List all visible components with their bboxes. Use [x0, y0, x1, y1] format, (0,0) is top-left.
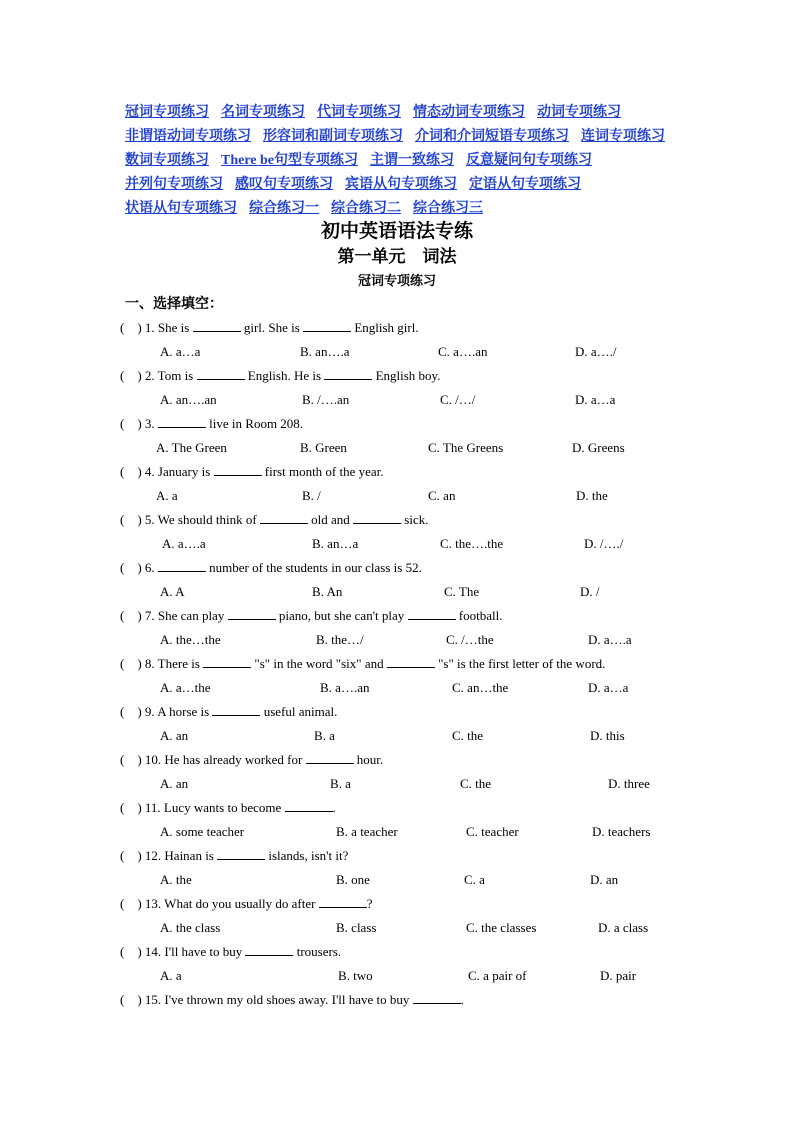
question-stem — [120, 892, 720, 916]
question-text: ( ) 10. He has already worked for — [120, 752, 306, 767]
question-stem — [120, 316, 720, 340]
answer-option: C. The Greens — [428, 440, 504, 455]
question-stem — [120, 796, 720, 820]
answer-option: D. three — [608, 776, 650, 791]
answer-option: D. teachers — [592, 824, 651, 839]
answer-option: D. a class — [598, 920, 649, 935]
question-stem — [120, 700, 720, 724]
answer-option: D. pair — [600, 968, 637, 983]
question-stem — [120, 940, 720, 964]
question-text: ( ) 12. Hainan is — [120, 848, 218, 863]
nav-link[interactable]: 非谓语动词专项练习 — [125, 129, 251, 144]
question-text: football. — [455, 608, 503, 623]
nav-link[interactable]: 宾语从句专项练习 — [345, 177, 457, 192]
answer-options — [120, 772, 720, 796]
answer-option: D. a…./ — [575, 344, 617, 359]
nav-row — [125, 172, 725, 196]
question-stem — [120, 364, 720, 388]
nav-link[interactable]: 连词专项练习 — [581, 129, 665, 144]
question-text: ( ) 7. She can play — [120, 608, 228, 623]
answer-option: B. Green — [300, 440, 347, 455]
section-subtitle: 冠词专项练习 — [357, 273, 436, 288]
answer-option: A. A — [160, 584, 185, 599]
answer-option: C. a — [464, 872, 485, 887]
answer-option: B. a teacher — [336, 824, 398, 839]
answer-blank — [387, 655, 435, 668]
question-text: piano, but she can't play — [275, 608, 408, 623]
answer-option: C. /…the — [446, 632, 494, 647]
answer-option: A. an….an — [160, 392, 217, 407]
answer-option: C. the — [460, 776, 492, 791]
answer-option: B. a — [330, 776, 351, 791]
question-text: trousers. — [293, 944, 342, 959]
nav-row — [125, 124, 725, 148]
answer-option: B. two — [338, 968, 373, 983]
question-text: ( ) 14. I'll have to buy — [120, 944, 246, 959]
answer-blank — [228, 607, 276, 620]
answer-option: B. an…a — [312, 536, 359, 551]
question-text: ( ) 6. — [120, 560, 158, 575]
question-list — [120, 316, 720, 1012]
answer-option: D. the — [576, 488, 608, 503]
question-text: English. He is — [244, 368, 325, 383]
question-text: . — [460, 992, 464, 1007]
answer-option: B. / — [302, 488, 321, 503]
answer-blank — [214, 463, 262, 476]
answer-blank — [285, 799, 333, 812]
question-text: old and — [307, 512, 354, 527]
question-stem — [120, 412, 720, 436]
question-text: ( ) 13. What do you usually do after — [120, 896, 319, 911]
question-stem — [120, 556, 720, 580]
question-text: "s" in the word "six" and — [251, 656, 387, 671]
answer-blank — [245, 943, 293, 956]
answer-blank — [413, 991, 461, 1004]
question-text: ( ) 2. Tom is — [120, 368, 197, 383]
question-text: useful animal. — [260, 704, 338, 719]
nav-link[interactable]: 定语从句专项练习 — [469, 177, 581, 192]
answer-options — [120, 724, 720, 748]
answer-blank — [306, 751, 354, 764]
answer-option: D. / — [580, 584, 600, 599]
nav-link[interactable]: 介词和介词短语专项练习 — [415, 129, 569, 144]
nav-link[interactable]: 冠词专项练习 — [125, 105, 209, 120]
answer-option: A. The Green — [156, 440, 227, 455]
answer-blank — [193, 319, 241, 332]
unit-title: 第一单元 词法 — [337, 247, 457, 266]
question-text: English boy. — [372, 368, 441, 383]
answer-option: A. a…the — [160, 680, 211, 695]
answer-option: D. /…./ — [584, 536, 624, 551]
exercise-heading: 一、选择填空： — [125, 297, 223, 312]
question-text: ( ) 1. She is — [120, 320, 193, 335]
question-text: "s" is the first letter of the word. — [434, 656, 606, 671]
answer-option: B. a….an — [320, 680, 370, 695]
answer-option: B. the…/ — [316, 632, 364, 647]
answer-blank — [319, 895, 367, 908]
answer-option: A. an — [160, 776, 189, 791]
nav-link[interactable]: 感叹句专项练习 — [235, 177, 333, 192]
nav-link[interactable]: 动词专项练习 — [537, 105, 621, 120]
answer-option: C. a pair of — [468, 968, 527, 983]
nav-link[interactable]: 反意疑问句专项练习 — [466, 153, 593, 168]
answer-blank — [324, 367, 372, 380]
nav-link[interactable]: 状语从句专项练习 — [125, 201, 237, 216]
answer-option: A. a…a — [160, 344, 201, 359]
question-text: hour. — [353, 752, 384, 767]
answer-blank — [353, 511, 401, 524]
answer-blank — [217, 847, 265, 860]
nav-link[interactable]: 形容词和副词专项练习 — [263, 129, 403, 144]
answer-option: B. one — [336, 872, 370, 887]
answer-option: C. the….the — [440, 536, 504, 551]
question-text: English girl. — [351, 320, 419, 335]
nav-link[interactable]: 情态动词专项练习 — [413, 105, 525, 120]
question-text: islands, isn't it? — [265, 848, 349, 863]
question-text: number of the students in our class is 52. — [205, 560, 422, 575]
answer-option: B. an….a — [300, 344, 350, 359]
answer-option: B. a — [314, 728, 335, 743]
answer-option: A. a — [156, 488, 178, 503]
answer-blank — [303, 319, 351, 332]
question-text: ( ) 15. I've thrown my old shoes away. I'll have to buy — [120, 992, 413, 1007]
nav-link[interactable]: 数词专项练习 — [125, 153, 209, 168]
question-text: girl. She is — [240, 320, 304, 335]
answer-option: A. the class — [160, 920, 221, 935]
answer-options — [120, 868, 720, 892]
answer-blank — [212, 703, 260, 716]
answer-option: A. a — [160, 968, 182, 983]
answer-option: C. an…the — [452, 680, 509, 695]
answer-option: B. class — [336, 920, 377, 935]
question-text: ( ) 8. There is — [120, 656, 204, 671]
question-text: live in Room 208. — [205, 416, 304, 431]
answer-option: A. an — [160, 728, 189, 743]
answer-option: D. Greens — [572, 440, 625, 455]
question-text: ( ) 11. Lucy wants to become — [120, 800, 285, 815]
answer-option: C. an — [428, 488, 456, 503]
answer-options — [120, 532, 720, 556]
nav-row — [125, 148, 725, 172]
answer-options — [120, 484, 720, 508]
nav-link[interactable]: 名词专项练习 — [221, 105, 305, 120]
answer-option: C. the — [452, 728, 484, 743]
answer-option: C. teacher — [466, 824, 519, 839]
nav-link[interactable]: 代词专项练习 — [317, 105, 401, 120]
question-stem — [120, 844, 720, 868]
answer-option: B. An — [312, 584, 343, 599]
question-stem — [120, 748, 720, 772]
answer-blank — [158, 559, 206, 572]
answer-option: B. /….an — [302, 392, 350, 407]
question-text: . — [332, 800, 336, 815]
answer-option: D. an — [590, 872, 619, 887]
nav-link[interactable]: 综合练习三 — [413, 201, 483, 216]
question-stem — [120, 604, 720, 628]
grammar-topic-nav — [125, 100, 725, 220]
question-text: sick. — [401, 512, 429, 527]
answer-option: C. /…/ — [440, 392, 476, 407]
question-stem — [120, 652, 720, 676]
nav-link[interactable]: 综合练习一 — [249, 201, 319, 216]
nav-row — [125, 100, 725, 124]
answer-options — [120, 436, 720, 460]
nav-link[interactable]: There be句型专项练习 — [221, 153, 359, 168]
answer-options — [120, 628, 720, 652]
nav-link[interactable]: 综合练习二 — [331, 201, 401, 216]
answer-option: A. some teacher — [160, 824, 245, 839]
question-text: ( ) 5. We should think of — [120, 512, 260, 527]
nav-link[interactable]: 主谓一致练习 — [370, 153, 455, 168]
answer-options — [120, 580, 720, 604]
answer-options — [120, 340, 720, 364]
answer-option: D. a…a — [575, 392, 616, 407]
answer-blank — [203, 655, 251, 668]
question-stem — [120, 988, 720, 1012]
answer-options — [120, 676, 720, 700]
answer-option: A. the…the — [160, 632, 221, 647]
answer-option: C. the classes — [466, 920, 537, 935]
question-text: ( ) 4. January is — [120, 464, 214, 479]
question-stem — [120, 508, 720, 532]
answer-option: A. the — [160, 872, 192, 887]
question-stem — [120, 460, 720, 484]
question-text: ( ) 9. A horse is — [120, 704, 213, 719]
answer-blank — [408, 607, 456, 620]
question-text: first month of the year. — [261, 464, 384, 479]
answer-option: C. The — [444, 584, 480, 599]
answer-option: D. a….a — [588, 632, 632, 647]
answer-option: D. this — [590, 728, 625, 743]
answer-option: D. a…a — [588, 680, 629, 695]
answer-options — [120, 388, 720, 412]
nav-link[interactable]: 并列句专项练习 — [125, 177, 223, 192]
question-text: ? — [366, 896, 373, 911]
answer-options — [120, 964, 720, 988]
answer-options — [120, 916, 720, 940]
answer-option: C. a….an — [438, 344, 488, 359]
question-text: ( ) 3. — [120, 416, 158, 431]
answer-blank — [197, 367, 245, 380]
page-title: 初中英语语法专练 — [320, 221, 473, 242]
answer-blank — [260, 511, 308, 524]
answer-blank — [158, 415, 206, 428]
answer-option: A. a….a — [162, 536, 206, 551]
answer-options — [120, 820, 720, 844]
